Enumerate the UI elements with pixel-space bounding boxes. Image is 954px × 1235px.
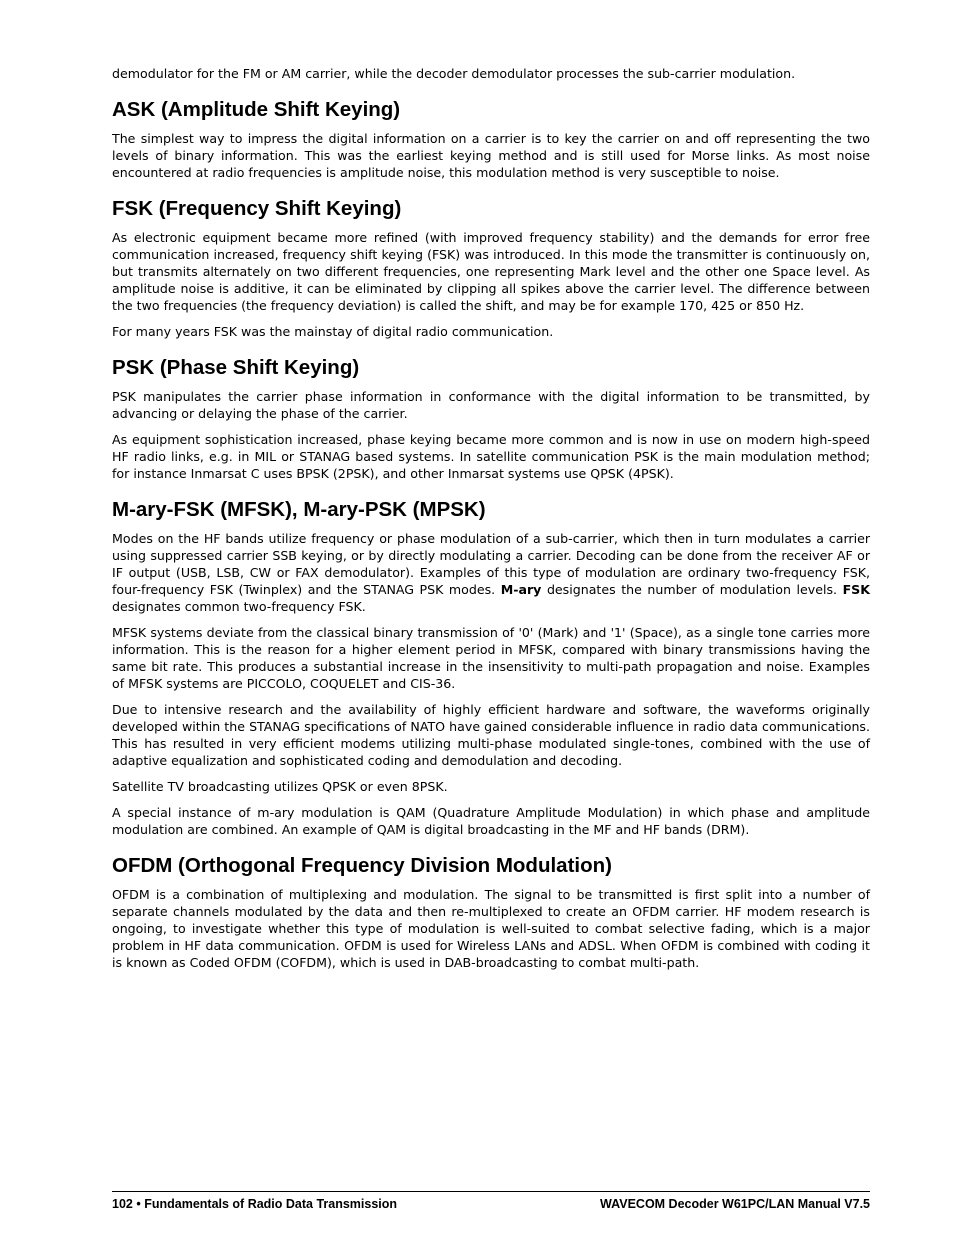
- heading-ofdm: OFDM (Orthogonal Frequency Division Modulation): [112, 854, 612, 877]
- page-footer: [112, 1191, 870, 1211]
- footer-page-number: 102: [112, 1197, 133, 1211]
- heading-ask: ASK (Amplitude Shift Keying): [112, 98, 401, 121]
- heading-mary: M-ary-FSK (MFSK), M-ary-PSK (MPSK): [112, 498, 486, 521]
- intro-paragraph: demodulator for the FM or AM carrier, while the decoder demodulator processes the sub-carrier modulation.: [112, 66, 796, 81]
- heading-fsk: FSK (Frequency Shift Keying): [112, 197, 402, 220]
- mary-p1-end: designates common two-frequency FSK.: [112, 599, 366, 614]
- psk-paragraph-1: PSK manipulates the carrier phase information in conformance with the digital information to be transmitted, by advancing or delaying the phase of the carrier.: [112, 389, 870, 421]
- fsk-bold-term: FSK: [842, 582, 870, 597]
- fsk-paragraph-1: As electronic equipment became more refined (with improved frequency stability) and the demands for error free communication increased, frequency shift keying (FSK) was introduced. In this mode the transmitter is continuously on, but transmits alternately on two different frequencies, one representing Mark level and the other one Space level. As amplitude noise is additive, it can be eliminated by clipping all spikes above the carrier level. The difference between the two frequencies (the frequency deviation) is called the shift, and may be for example 170, 425 or 850 Hz.: [112, 230, 870, 313]
- mary-paragraph-2: MFSK systems deviate from the classical binary transmission of '0' (Mark) and '1' (Space), as a single tone carries more information. This is the reason for a higher element period in MFSK, compared with binary transmissions having the same bit rate. This produces a substantial increase in the insensitivity to multi-path propagation and noise. Examples of MFSK systems are PICCOLO, COQUELET and CIS-36.: [112, 625, 870, 691]
- fsk-paragraph-2: For many years FSK was the mainstay of digital radio communication.: [112, 324, 554, 339]
- mary-p1-text: Modes on the HF bands utilize frequency or phase modulation of a sub-carrier, which then in turn modulates a carrier using suppressed carrier SSB keying, or by directly modulating a carrier. Decoding can be done from the receiver AF or IF output (USB, LSB, CW or FAX demodulator). Examples of this type of modulation are ordinary two-frequency FSK, four-frequency FSK (Twinplex) and the STANAG PSK modes.: [112, 531, 870, 597]
- footer-left: [112, 1197, 397, 1211]
- mary-paragraph-5: A special instance of m-ary modulation is QAM (Quadrature Amplitude Modulation) in which phase and amplitude modulation are combined. An example of QAM is digital broadcasting in the MF and HF bands (DRM).: [112, 805, 870, 837]
- ask-paragraph: The simplest way to impress the digital information on a carrier is to key the carrier on and off representing the two levels of binary information. This was the earliest keying method and is still used for Morse links. As most noise encountered at radio frequencies is amplitude noise, this modulation method is very susceptible to noise.: [112, 131, 870, 180]
- mary-p1-mid: designates the number of modulation levels.: [546, 582, 838, 597]
- psk-paragraph-2: As equipment sophistication increased, phase keying became more common and is now in use on modern high-speed HF radio links, e.g. in MIL or STANAG based systems. In satellite communication PSK is the main modulation method; for instance Inmarsat C uses BPSK (2PSK), and other Inmarsat systems use QPSK (4PSK).: [112, 432, 870, 481]
- mary-paragraph-1: [112, 530, 870, 615]
- mary-paragraph-3: Due to intensive research and the availability of highly efficient hardware and software, the waveforms originally developed within the STANAG specifications of NATO have gained considerable influence in radio data communications. This has resulted in very efficient modems utilizing multi-phase modulated single-tones, combined with the use of adaptive equalization and sophisticated coding and demodulation and decoding.: [112, 702, 870, 768]
- footer-bullet: •: [136, 1197, 141, 1211]
- page-content: [112, 65, 870, 980]
- footer-chapter: Fundamentals of Radio Data Transmission: [144, 1197, 398, 1211]
- mary-paragraph-4: Satellite TV broadcasting utilizes QPSK or even 8PSK.: [112, 779, 448, 794]
- heading-psk: PSK (Phase Shift Keying): [112, 356, 360, 379]
- footer-manual-title: WAVECOM Decoder W61PC/LAN Manual V7.5: [600, 1197, 870, 1211]
- mary-bold-term: M-ary: [500, 582, 542, 597]
- ofdm-paragraph: OFDM is a combination of multiplexing and modulation. The signal to be transmitted is first split into a number of separate channels modulated by the data and then re-multiplexed to create an OFDM carrier. HF modem research is ongoing, to investigate whether this type of modulation is well-suited to combat selective fading, which is a major problem in HF data communication. OFDM is used for Wireless LANs and ADSL. When OFDM is combined with coding it is known as Coded OFDM (COFDM), which is used in DAB-broadcasting to combat multi-path.: [112, 887, 870, 970]
